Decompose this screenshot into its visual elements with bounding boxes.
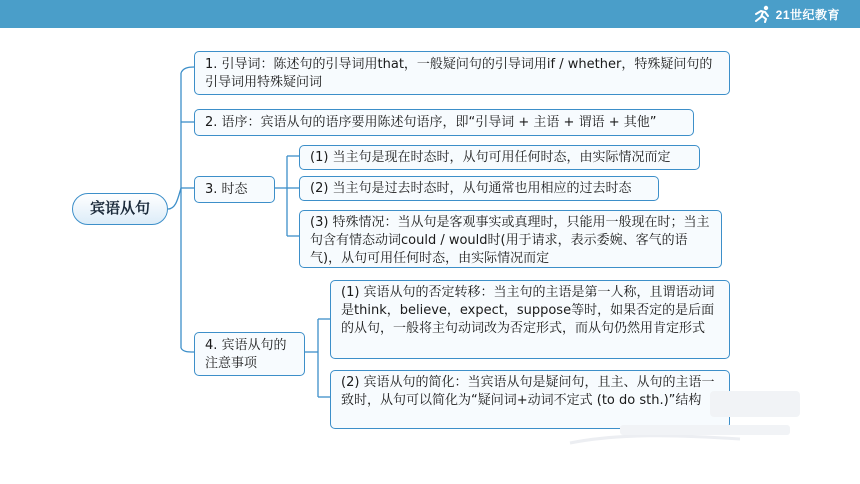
notes-rule-2-text: (2) 宾语从句的简化：当宾语从句是疑问句，且主、从句的主语一致时，从句可以简化为“疑问词+动词不定式 (to do sth.)”结构 — [341, 375, 715, 408]
branch-notes-label-line1: 4. 宾语从句的 — [205, 338, 287, 353]
branch-introducer-text: 1. 引导词：陈述句的引导词用that，一般疑问句的引导词用if / whether，特殊疑问句的引导词用特殊疑问词 — [205, 57, 713, 90]
watermark-icon — [560, 373, 810, 453]
mindmap-canvas — [0, 28, 860, 484]
notes-rule-1-box — [330, 280, 730, 359]
tense-rule-1-box — [299, 145, 700, 170]
tense-rule-2-text: (2) 当主句是过去时态时，从句通常也用相应的过去时态 — [310, 181, 632, 196]
tense-rule-3-text: (3) 特殊情况：当从句是客观事实或真理时，只能用一般现在时；当主句含有情态动词could / would时(用于请求，表示委婉、客气的语气)，从句可用任何时态，由实际情况而定 — [310, 215, 710, 266]
branch-tense-label: 3. 时态 — [205, 182, 248, 197]
logo — [753, 2, 840, 26]
header-bar — [0, 0, 860, 28]
branch-tense-box — [194, 176, 275, 203]
notes-rule-1-text: (1) 宾语从句的否定转移：当主句的主语是第一人称，且谓语动词是think，believe，expect，suppose等时，如果否定的是后面的从句，一般将主句动词改为否定形式，而从句仍然用肯定形式 — [341, 285, 715, 336]
branch-introducer-box — [194, 51, 730, 95]
branch-word-order-box — [194, 109, 694, 136]
tense-rule-1-text: (1) 当主句是现在时态时，从句可用任何时态，由实际情况而定 — [310, 150, 671, 165]
tense-rule-3-box — [299, 210, 722, 268]
runner-logo-icon — [753, 5, 773, 23]
root-node: 宾语从句 — [72, 193, 168, 225]
branch-word-order-text: 2. 语序：宾语从句的语序要用陈述句语序，即“引导词 + 主语 + 谓语 + 其他” — [205, 115, 657, 130]
logo-text: 21世纪教育 — [775, 7, 840, 22]
branch-notes-box — [194, 332, 305, 376]
tense-rule-2-box — [299, 176, 659, 201]
branch-notes-label-line2: 注意事项 — [205, 356, 258, 371]
